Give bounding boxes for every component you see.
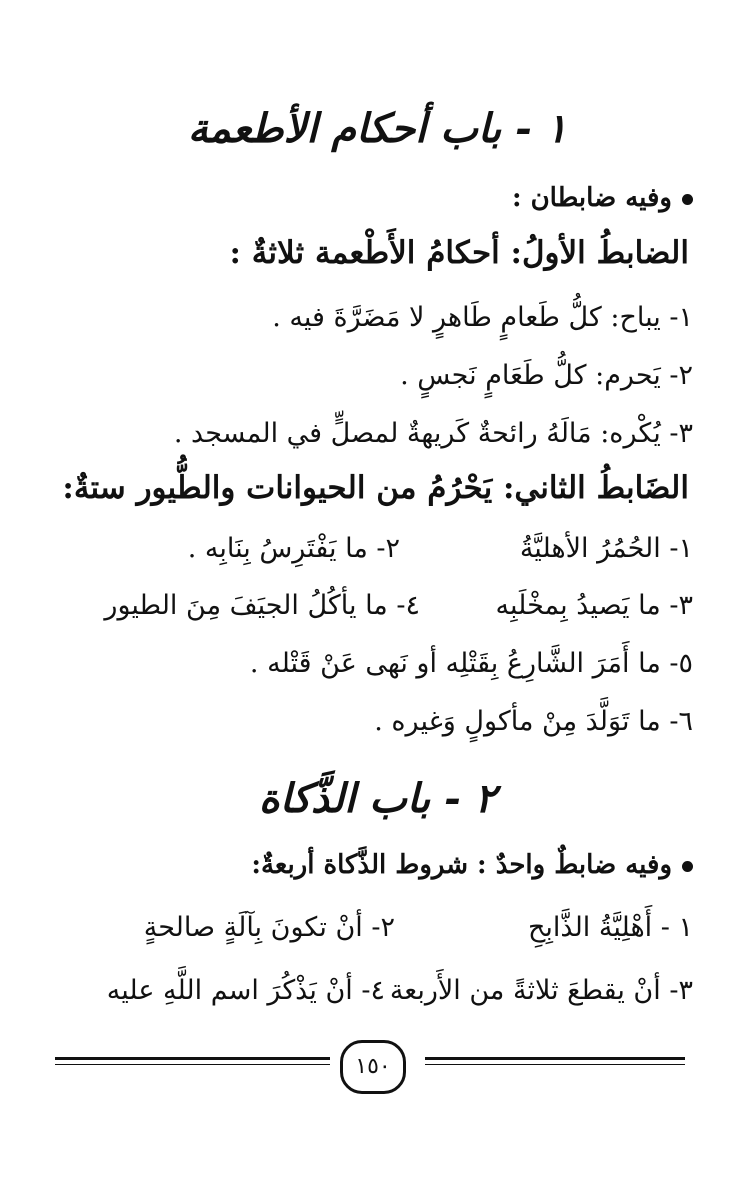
rule1-heading: الضابطُ الأولُ: أحكامُ الأَطْعمة ثلاثةٌ : bbox=[229, 235, 689, 271]
rule1-item: ٢- يَحرم: كلُّ طَعَامٍ نَجسٍ . bbox=[400, 360, 693, 391]
rule1-item: ١- يباح: كلُّ طَعامٍ طَاهرٍ لا مَضَرَّةَ فيه . bbox=[272, 302, 693, 333]
section2-title: ٢ - باب الذَّكاة bbox=[258, 775, 497, 822]
bullet-icon bbox=[682, 861, 693, 872]
rule2-item: ٣- ما يَصيدُ بِمخْلَبِه bbox=[495, 590, 693, 621]
section2-intro bbox=[251, 850, 693, 880]
rule2-item: ٥- ما أَمَرَ الشَّارِعُ بِقَتْلِه أو نَهى عَنْ قَتْله . bbox=[249, 648, 693, 679]
section1-intro-text: وفيه ضابطان : bbox=[511, 183, 672, 213]
rule2-item: ٤- ما يأكُلُ الجيَفَ مِنَ الطيور bbox=[104, 590, 420, 621]
bullet-icon bbox=[682, 194, 693, 205]
section1-title: ١ - باب أحكام الأطعمة bbox=[187, 105, 568, 152]
footer-rule-right-thin bbox=[425, 1064, 685, 1065]
rule2-item: ١- الحُمُرُ الأهليَّةُ bbox=[519, 533, 693, 564]
footer-rule-left bbox=[55, 1057, 330, 1060]
condition-item: ١ - أَهْلِيَّةُ الذَّابِحِ bbox=[527, 912, 693, 943]
rule1-item: ٣- يُكْره: مَالَهُ رائحةٌ كَريهةٌ لمصلٍّ في المسجد . bbox=[173, 418, 693, 449]
section1-intro bbox=[512, 183, 693, 213]
section2-intro-text: وفيه ضابطٌ واحدٌ : شروط الذَّكاة أربعةٌ: bbox=[251, 850, 672, 880]
footer-rule-right bbox=[425, 1057, 685, 1060]
rule2-item: ٦- ما تَوَلَّدَ مِنْ مأكولٍ وَغيره . bbox=[374, 706, 693, 737]
rule2-item: ٢- ما يَفْتَرِسُ بِنَابِه . bbox=[187, 533, 400, 564]
footer-rule-left-thin bbox=[55, 1064, 330, 1065]
rule2-heading: الضَابطُ الثاني: يَحْرُمُ من الحيوانات والطُّيور ستةٌ: bbox=[62, 470, 689, 506]
condition-item: ٢- أنْ تكونَ بِآلَةٍ صالحةٍ bbox=[143, 912, 395, 943]
condition-item: ٤- أنْ يَذْكُرَ اسم اللَّهِ عليه bbox=[106, 975, 385, 1006]
condition-item: ٣- أنْ يقطعَ ثلاثةً من الأَربعة bbox=[389, 975, 693, 1006]
page-number: ١٥٠ bbox=[340, 1040, 406, 1094]
